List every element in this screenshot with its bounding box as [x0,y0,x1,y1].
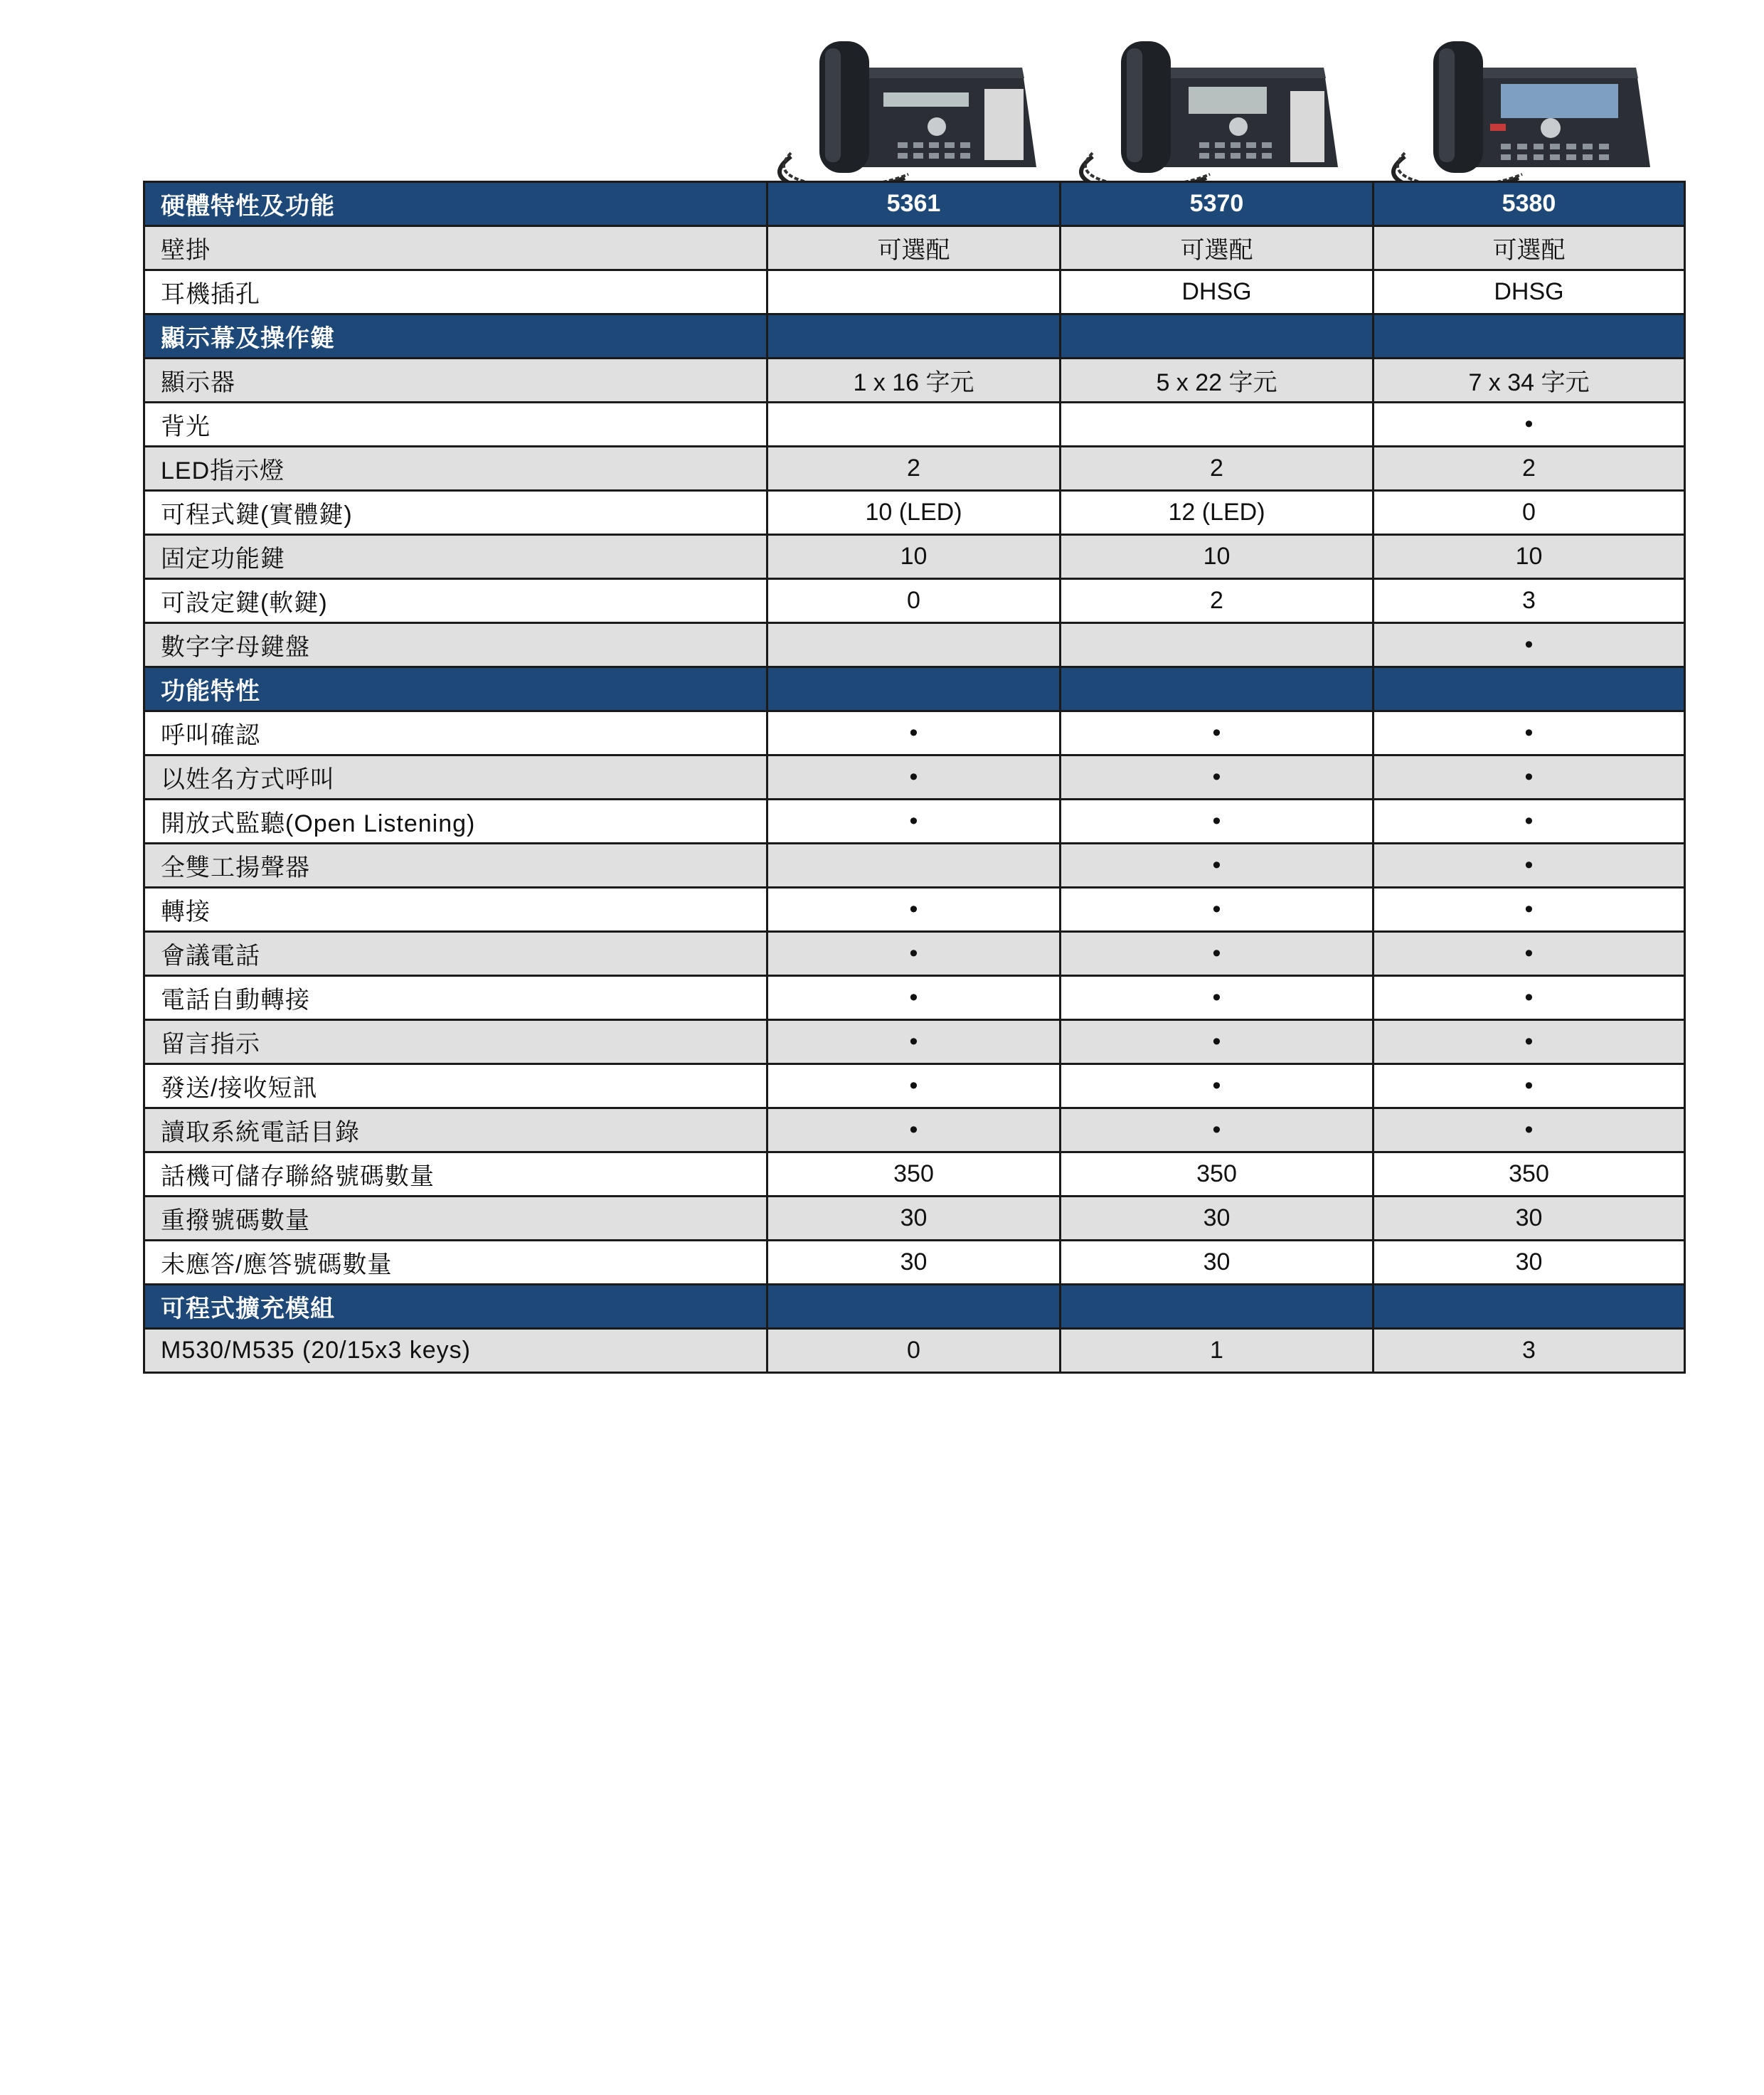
header-cell-5361 [767,667,1061,711]
value-cell-5380: 3 [1374,579,1685,623]
row-contacts-capacity [144,1152,1685,1197]
value-cell-5380: 30 [1374,1241,1685,1285]
row-conference-call [144,932,1685,976]
value-cell-5380: 2 [1374,447,1685,491]
value-cell-5380: 350 [1374,1152,1685,1197]
row-fixed-function-keys [144,535,1685,579]
value-cell-5370: 12 (LED) [1061,491,1374,535]
section-header-label: 顯示幕及操作鍵 [144,314,767,359]
value-cell-5361: 0 [767,1329,1061,1373]
value-cell-5370: • [1061,1064,1374,1108]
row-label: 可程式鍵(實體鍵) [144,491,767,535]
value-cell-5380: • [1374,800,1685,844]
header-cell-5380: 5380 [1374,182,1685,226]
value-cell-5380: 0 [1374,491,1685,535]
value-cell-5370: 2 [1061,579,1374,623]
value-cell-5370: • [1061,844,1374,888]
row-label: 讀取系統電話目錄 [144,1108,767,1152]
header-cell-5370 [1061,1285,1374,1329]
value-cell-5370: 1 [1061,1329,1374,1373]
row-label: 留言指示 [144,1020,767,1064]
row-label: LED指示燈 [144,447,767,491]
header-cell-5380 [1374,314,1685,359]
value-cell-5361: • [767,711,1061,755]
value-cell-5380: 可選配 [1374,226,1685,270]
header-expansion-module [144,1285,1685,1329]
row-wall-mount [144,226,1685,270]
value-cell-5361: 1 x 16 字元 [767,359,1061,403]
row-call-forwarding [144,976,1685,1020]
value-cell-5361: • [767,1064,1061,1108]
row-label: 發送/接收短訊 [144,1064,767,1108]
row-led-indicator [144,447,1685,491]
value-cell-5370: 可選配 [1061,226,1374,270]
value-cell-5370: • [1061,1108,1374,1152]
header-cell-5361: 5361 [767,182,1061,226]
value-cell-5380: DHSG [1374,270,1685,314]
row-open-listening [144,800,1685,844]
value-cell-5380: • [1374,844,1685,888]
value-cell-5361: • [767,932,1061,976]
value-cell-5361: 0 [767,579,1061,623]
value-cell-5380: • [1374,932,1685,976]
row-display [144,359,1685,403]
row-label: 可設定鍵(軟鍵) [144,579,767,623]
row-redial-numbers [144,1197,1685,1241]
value-cell-5380: 3 [1374,1329,1685,1373]
value-cell-5370: • [1061,755,1374,800]
row-headset-jack [144,270,1685,314]
value-cell-5370: • [1061,976,1374,1020]
value-cell-5370: DHSG [1061,270,1374,314]
row-label: 電話自動轉接 [144,976,767,1020]
header-display-keys [144,314,1685,359]
row-label: 耳機插孔 [144,270,767,314]
value-cell-5361: • [767,800,1061,844]
row-system-directory [144,1108,1685,1152]
value-cell-5380: 7 x 34 字元 [1374,359,1685,403]
value-cell-5361 [767,270,1061,314]
header-cell-5370: 5370 [1061,182,1374,226]
value-cell-5361: • [767,888,1061,932]
phone-5380-image [1393,41,1650,185]
value-cell-5361: 30 [767,1241,1061,1285]
row-label: 轉接 [144,888,767,932]
value-cell-5370: • [1061,711,1374,755]
header-cell-5361 [767,1285,1061,1329]
value-cell-5370: 30 [1061,1197,1374,1241]
row-label: 數字字母鍵盤 [144,623,767,667]
value-cell-5361: 30 [767,1197,1061,1241]
value-cell-5380: • [1374,1064,1685,1108]
value-cell-5370 [1061,403,1374,447]
section-header-label: 硬體特性及功能 [144,182,767,226]
header-cell-5361 [767,314,1061,359]
row-label: 以姓名方式呼叫 [144,755,767,800]
row-soft-keys [144,579,1685,623]
phone-images [0,0,1764,185]
value-cell-5380: • [1374,755,1685,800]
value-cell-5361: • [767,976,1061,1020]
header-hardware [144,182,1685,226]
row-programmable-keys [144,491,1685,535]
row-label: 未應答/應答號碼數量 [144,1241,767,1285]
section-header-label: 功能特性 [144,667,767,711]
header-features [144,667,1685,711]
value-cell-5361 [767,623,1061,667]
value-cell-5380: • [1374,1020,1685,1064]
value-cell-5380: • [1374,976,1685,1020]
header-cell-5370 [1061,314,1374,359]
value-cell-5370: • [1061,1020,1374,1064]
value-cell-5361 [767,403,1061,447]
row-full-duplex-speaker [144,844,1685,888]
value-cell-5380: • [1374,1108,1685,1152]
value-cell-5361: • [767,1108,1061,1152]
row-label: 會議電話 [144,932,767,976]
row-message-indicator [144,1020,1685,1064]
value-cell-5361 [767,844,1061,888]
spec-table-body [144,182,1685,1373]
row-label: 開放式監聽(Open Listening) [144,800,767,844]
row-backlight [144,403,1685,447]
phone-5370-image [1081,41,1338,185]
value-cell-5380: • [1374,711,1685,755]
value-cell-5380: • [1374,403,1685,447]
row-m530-m535 [144,1329,1685,1373]
value-cell-5370: • [1061,800,1374,844]
row-transfer [144,888,1685,932]
value-cell-5361: 可選配 [767,226,1061,270]
value-cell-5361: 10 (LED) [767,491,1061,535]
row-missed-answered-numbers [144,1241,1685,1285]
row-send-receive-sms [144,1064,1685,1108]
value-cell-5370: • [1061,888,1374,932]
value-cell-5380: 30 [1374,1197,1685,1241]
header-cell-5370 [1061,667,1374,711]
row-call-confirm [144,711,1685,755]
value-cell-5361: • [767,1020,1061,1064]
value-cell-5361: 350 [767,1152,1061,1197]
value-cell-5361: 10 [767,535,1061,579]
value-cell-5370: 350 [1061,1152,1374,1197]
header-cell-5380 [1374,1285,1685,1329]
row-label: 顯示器 [144,359,767,403]
row-label: 全雙工揚聲器 [144,844,767,888]
value-cell-5370: • [1061,932,1374,976]
row-label: 重撥號碼數量 [144,1197,767,1241]
value-cell-5370: 10 [1061,535,1374,579]
value-cell-5370: 30 [1061,1241,1374,1285]
row-label: 壁掛 [144,226,767,270]
value-cell-5361: 2 [767,447,1061,491]
phone-5361-image [780,41,1036,185]
value-cell-5361: • [767,755,1061,800]
row-label: 呼叫確認 [144,711,767,755]
value-cell-5370 [1061,623,1374,667]
row-alphanumeric-keypad [144,623,1685,667]
header-cell-5380 [1374,667,1685,711]
value-cell-5370: 5 x 22 字元 [1061,359,1374,403]
value-cell-5380: 10 [1374,535,1685,579]
value-cell-5370: 2 [1061,447,1374,491]
row-label: 話機可儲存聯絡號碼數量 [144,1152,767,1197]
row-call-by-name [144,755,1685,800]
value-cell-5380: • [1374,888,1685,932]
spec-comparison-table [143,181,1686,1374]
row-label: 背光 [144,403,767,447]
row-label: M530/M535 (20/15x3 keys) [144,1329,767,1373]
section-header-label: 可程式擴充模組 [144,1285,767,1329]
row-label: 固定功能鍵 [144,535,767,579]
value-cell-5380: • [1374,623,1685,667]
